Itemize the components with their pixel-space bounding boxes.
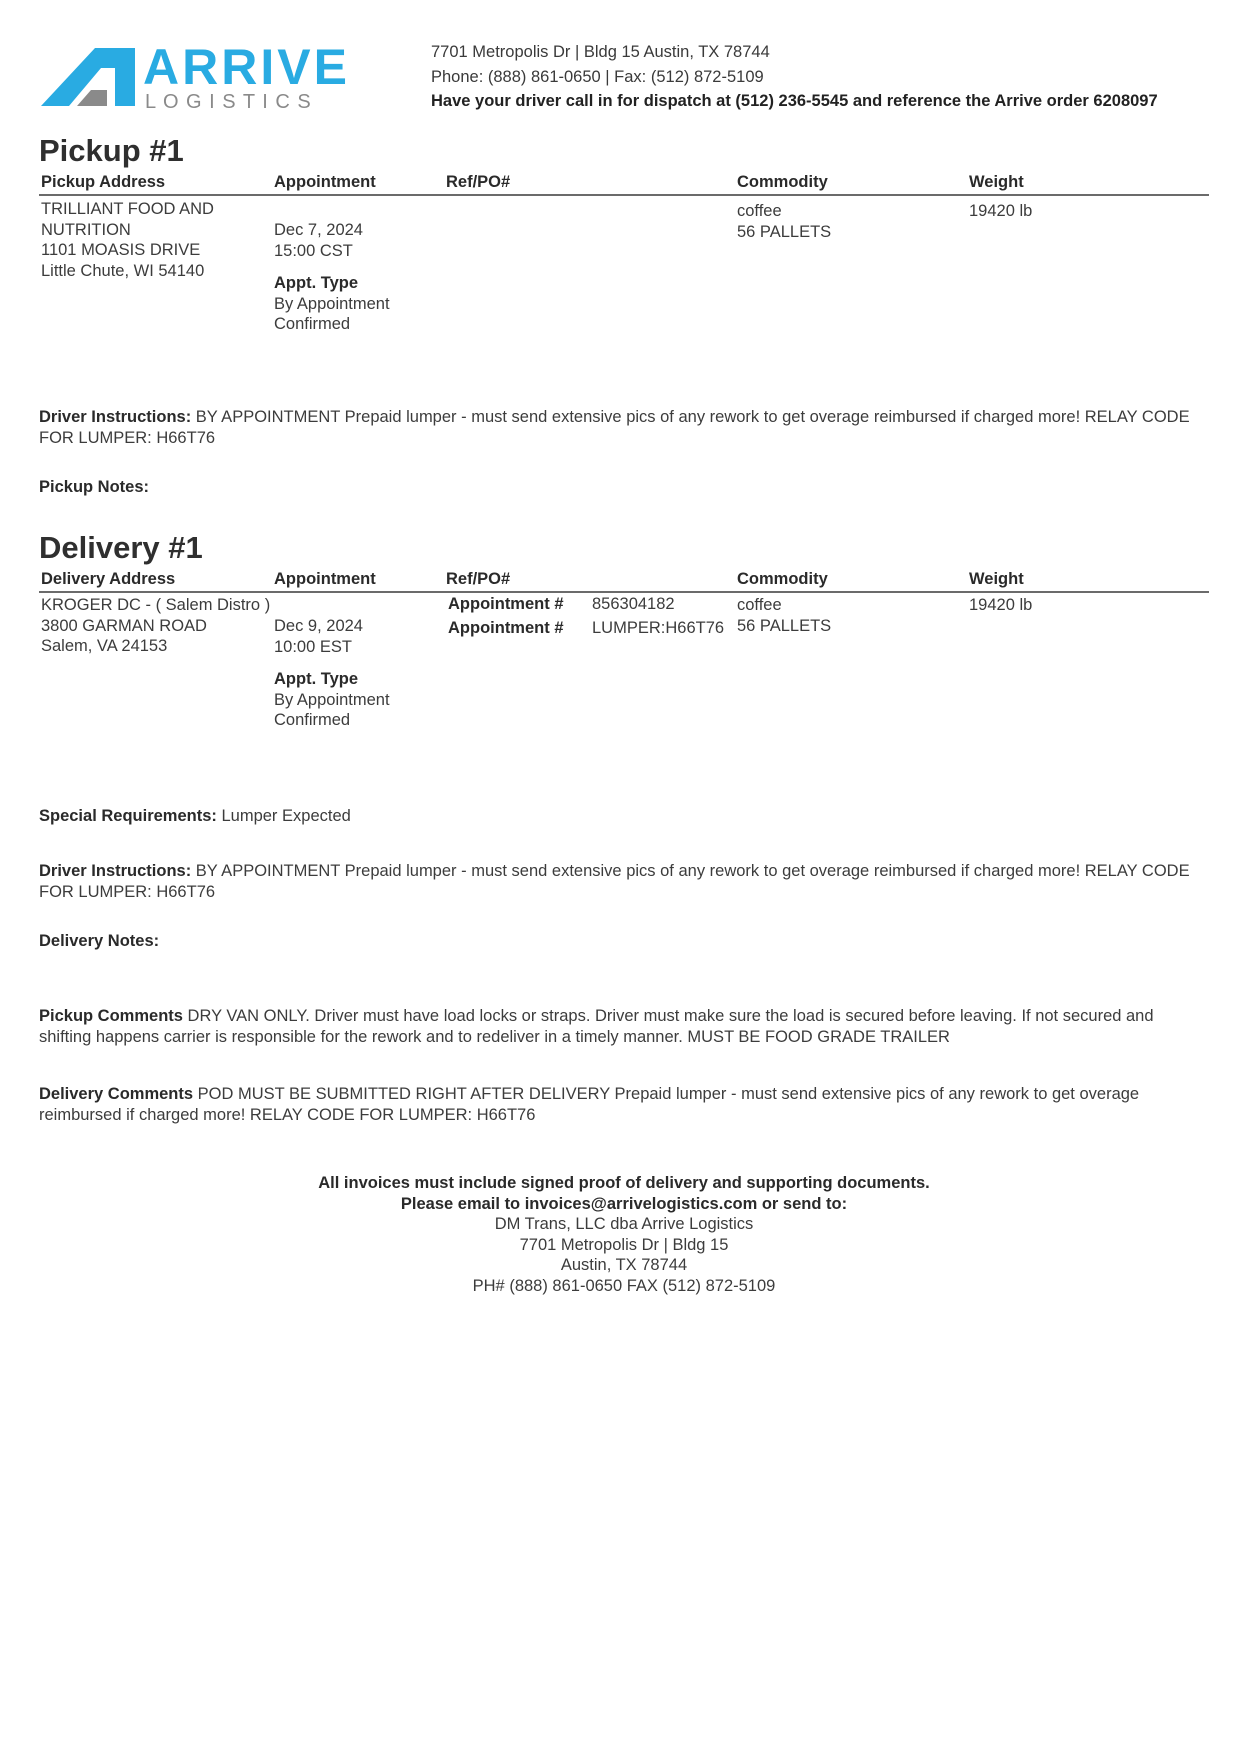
pickup-commodity-name: coffee (737, 202, 782, 220)
company-address: 7701 Metropolis Dr | Bldg 15 Austin, TX 78744 (431, 43, 770, 61)
pickup-address-header: Pickup Address (41, 173, 166, 191)
delivery-comments (39, 1084, 1199, 1125)
pickup-comments-text: DRY VAN ONLY. Driver must have load locks or straps. Driver must make sure the load is secured before leaving. If not secured and shifting happens carrier is responsible for the rework and to redeliver in a timely manner. MUST BE FOOD GRADE TRAILER (39, 1007, 1154, 1046)
pickup-appt-status: Confirmed (274, 315, 351, 333)
delivery-weight: 19420 lb (969, 596, 1033, 614)
pickup-ref-header: Ref/PO# (446, 173, 511, 191)
delivery-address-line: KROGER DC - ( Salem Distro ) (41, 596, 271, 614)
delivery-appt-status: Confirmed (274, 711, 351, 729)
pickup-driver-instructions-text: BY APPOINTMENT Prepaid lumper - must send extensive pics of any rework to get overage reimbursed if charged more! RELAY CODE FOR LUMPER: H66T76 (39, 408, 1190, 447)
delivery-appt-time: 10:00 EST (274, 637, 352, 656)
arrive-logistics-logo (39, 44, 409, 114)
delivery-pallets: 56 PALLETS (737, 616, 832, 635)
remit-company: DM Trans, LLC dba Arrive Logistics (494, 1215, 754, 1233)
pickup-appt-type-label: Appt. Type (274, 274, 359, 292)
ref-value: 856304182 (592, 595, 675, 613)
ref-key: Appointment # (448, 619, 564, 637)
pickup-weight: 19420 lb (969, 202, 1033, 220)
pickup-commodity (737, 201, 831, 242)
company-contact-info (431, 40, 1158, 114)
invoice-footer (39, 1173, 1209, 1296)
delivery-driver-instructions-label: Driver Instructions: (39, 862, 192, 880)
delivery-comments-label: Delivery Comments (39, 1085, 194, 1103)
pickup-appt-time: 15:00 CST (274, 241, 353, 260)
special-requirements-label: Special Requirements: (39, 807, 217, 825)
dispatch-instructions: Have your driver call in for dispatch at (512) 236-5545 and reference the Arrive order 6208097 (431, 92, 1158, 110)
pickup-appt-type: By Appointment (274, 294, 390, 313)
pickup-driver-instructions-label: Driver Instructions: (39, 408, 192, 426)
pickup-address (41, 199, 214, 281)
pickup-address-line: Little Chute, WI 54140 (41, 261, 205, 280)
pickup-title: Pickup #1 (39, 133, 184, 168)
pickup-comments (39, 1006, 1199, 1047)
pickup-address-line: TRILLIANT FOOD AND (41, 200, 214, 218)
pickup-driver-instructions (39, 407, 1199, 448)
delivery-appt-type: By Appointment (274, 690, 390, 709)
svg-text:ARRIVE: ARRIVE (143, 44, 350, 95)
ref-key: Appointment # (448, 595, 564, 613)
pickup-address-line: NUTRITION (41, 220, 131, 239)
delivery-address-line: Salem, VA 24153 (41, 637, 168, 655)
remit-phone-fax: PH# (888) 861-0650 FAX (512) 872-5109 (472, 1276, 776, 1295)
header (39, 40, 1209, 120)
delivery-commodity (737, 595, 831, 636)
pickup-pallets: 56 PALLETS (737, 222, 832, 241)
pickup-commodity-header: Commodity (737, 173, 828, 191)
delivery-appointment-header: Appointment (274, 570, 376, 588)
delivery-notes (39, 931, 1199, 952)
delivery-appt-type-label: Appt. Type (274, 670, 359, 688)
company-phone: Phone: (888) 861-0650 | Fax: (512) 872-5109 (431, 67, 764, 86)
delivery-special-requirements (39, 806, 1199, 827)
special-requirements-text: Lumper Expected (221, 807, 351, 825)
invoice-requirement: All invoices must include signed proof of delivery and supporting documents. (318, 1174, 930, 1192)
delivery-commodity-header: Commodity (737, 570, 828, 588)
pickup-weight-header: Weight (969, 173, 1024, 191)
delivery-title: Delivery #1 (39, 530, 203, 565)
pickup-notes-label: Pickup Notes: (39, 478, 150, 496)
delivery-commodity-name: coffee (737, 596, 782, 614)
pickup-header-divider (39, 194, 1209, 196)
ref-value: LUMPER:H66T76 (592, 619, 725, 637)
ref-row (448, 616, 724, 640)
delivery-driver-instructions-text: BY APPOINTMENT Prepaid lumper - must send extensive pics of any rework to get overage reimbursed if charged more! RELAY CODE FOR LUMPER: H66T76 (39, 862, 1190, 901)
invoice-email-instruction: Please email to invoices@arrivelogistics.com or send to: (400, 1194, 848, 1213)
delivery-weight-header: Weight (969, 570, 1024, 588)
delivery-driver-instructions (39, 861, 1199, 902)
pickup-comments-label: Pickup Comments (39, 1007, 183, 1025)
remit-street: 7701 Metropolis Dr | Bldg 15 (519, 1235, 729, 1254)
remit-city: Austin, TX 78744 (560, 1256, 688, 1274)
delivery-address-line: 3800 GARMAN ROAD (41, 616, 207, 635)
rate-confirmation-page (39, 40, 1209, 1295)
delivery-address (41, 595, 270, 657)
delivery-notes-label: Delivery Notes: (39, 932, 160, 950)
pickup-appt-date: Dec 7, 2024 (274, 221, 363, 239)
delivery-appointment (274, 616, 390, 731)
pickup-address-line: 1101 MOASIS DRIVE (41, 241, 201, 259)
svg-text:L O G I S T I C S: L O G I S T I C S (145, 91, 312, 113)
pickup-appointment (274, 220, 390, 335)
ref-row (448, 592, 724, 616)
delivery-ref-header: Ref/PO# (446, 570, 511, 588)
pickup-notes (39, 477, 1199, 498)
delivery-address-header: Delivery Address (41, 570, 176, 588)
pickup-appointment-header: Appointment (274, 173, 376, 191)
delivery-ref-list (448, 592, 724, 640)
delivery-appt-date: Dec 9, 2024 (274, 617, 363, 635)
delivery-comments-text: POD MUST BE SUBMITTED RIGHT AFTER DELIVERY Prepaid lumper - must send extensive pics of any rework to get overage reimbursed if charged more! RELAY CODE FOR LUMPER: H66T76 (39, 1085, 1140, 1124)
